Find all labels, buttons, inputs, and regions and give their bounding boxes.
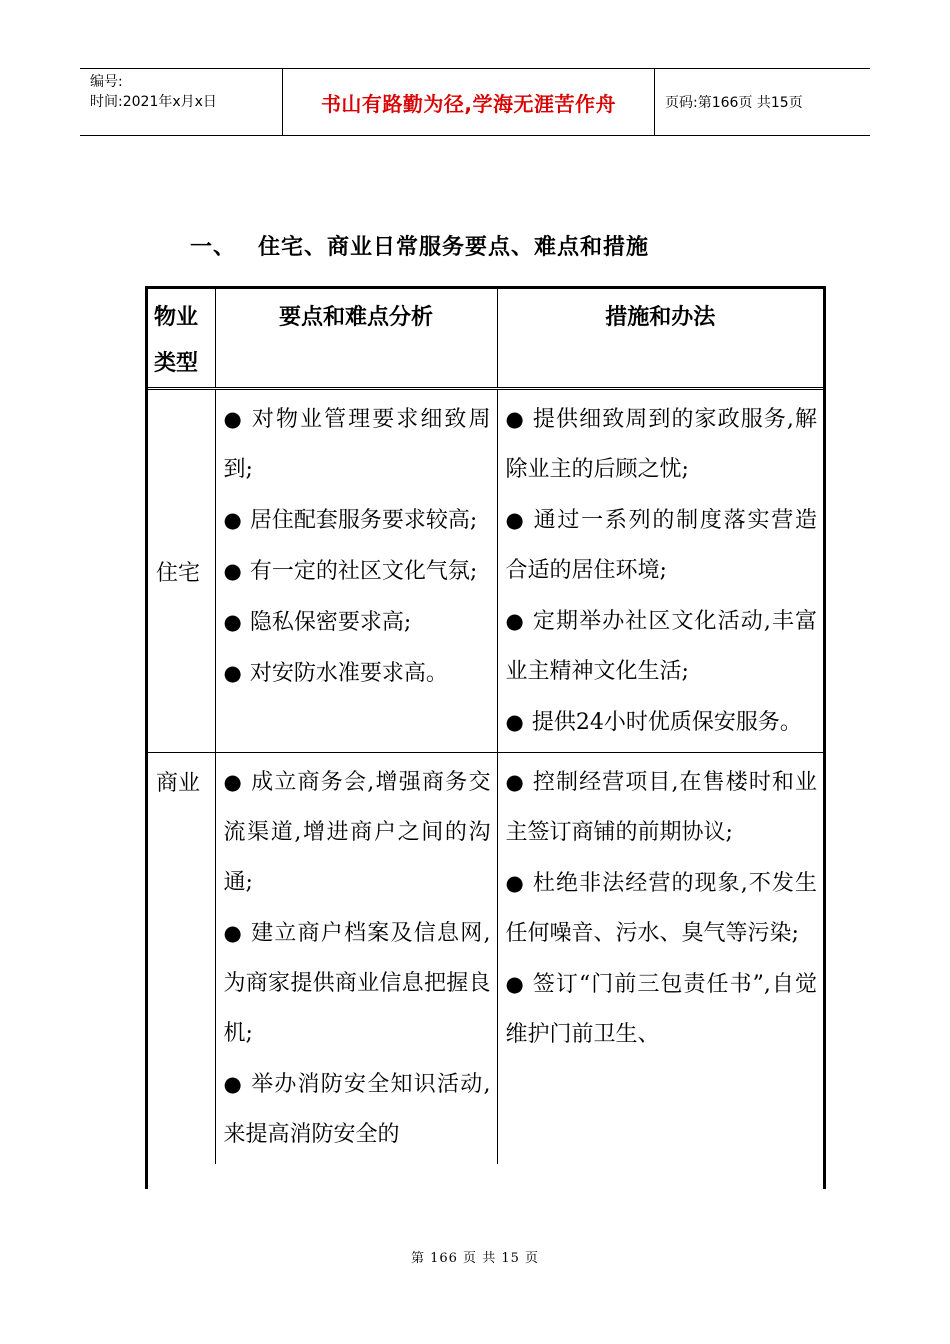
analysis-cell <box>215 389 497 753</box>
measures-cell <box>497 753 823 1165</box>
bullet-icon: ● <box>223 559 242 583</box>
list-item: ● 定期举办社区文化活动,丰富业主精神文化生活; <box>506 596 818 697</box>
bullet-icon: ● <box>505 972 524 996</box>
list-item: ● 控制经营项目,在售楼时和业主签订商铺的前期协议; <box>506 757 818 858</box>
column-header-analysis: 要点和难点分析 <box>215 289 497 389</box>
list-item: ● 建立商户档案及信息网,为商家提供商业信息把握良机; <box>224 908 491 1059</box>
section-number: 一、 <box>190 235 237 260</box>
list-item: ● 成立商务会,增强商务交流渠道,增进商户之间的沟通; <box>224 757 491 908</box>
bullet-icon: ● <box>223 770 242 794</box>
analysis-cell <box>215 753 497 1165</box>
bullet-icon: ● <box>223 610 242 634</box>
bullet-icon: ● <box>223 921 242 945</box>
list-item: ● 提供细致周到的家政服务,解除业主的后顾之忧; <box>506 394 818 495</box>
list-item: ● 居住配套服务要求较高; <box>224 495 491 546</box>
measures-cell <box>497 389 823 753</box>
list-item: ● 杜绝非法经营的现象,不发生任何噪音、污水、臭气等污染; <box>506 858 818 959</box>
bullet-icon: ● <box>223 1072 242 1096</box>
list-item: ● 对安防水准要求高。 <box>224 648 491 699</box>
document-header <box>80 68 870 136</box>
bullet-icon: ● <box>223 661 242 685</box>
header-meta <box>80 69 282 135</box>
bullet-icon: ● <box>505 770 524 794</box>
service-table <box>145 286 826 1189</box>
list-item: ● 提供24小时优质保安服务。 <box>506 697 818 748</box>
table-row <box>148 753 823 1165</box>
page-footer: 第 166 页 共 15 页 <box>410 1251 540 1266</box>
list-item: ● 通过一系列的制度落实营造合适的居住环境; <box>506 495 818 596</box>
header-page-info: 页码:第166页 共15页 <box>665 95 803 111</box>
section-title <box>190 230 649 261</box>
table-header-row <box>148 289 823 389</box>
section-title-text: 住宅、商业日常服务要点、难点和措施 <box>258 235 650 260</box>
property-type-cell: 住宅 <box>148 389 215 753</box>
list-item: ● 对物业管理要求细致周到; <box>224 394 491 495</box>
list-item: ● 隐私保密要求高; <box>224 597 491 648</box>
list-item: ● 签订“门前三包责任书”,自觉维护门前卫生、 <box>506 959 818 1060</box>
bullet-icon: ● <box>505 609 524 633</box>
column-header-property-type: 物业类型 <box>148 289 215 389</box>
list-item: ● 举办消防安全知识活动,来提高消防安全的 <box>224 1059 491 1160</box>
property-type-cell: 商业 <box>156 771 201 796</box>
bullet-icon: ● <box>505 871 524 895</box>
bullet-icon: ● <box>505 710 524 734</box>
serial-number-label: 编号: <box>90 74 123 90</box>
time-label: 时间:2021年x月x日 <box>90 94 217 110</box>
bullet-icon: ● <box>223 407 242 431</box>
bullet-icon: ● <box>505 407 524 431</box>
bullet-icon: ● <box>505 508 524 532</box>
table-row <box>148 389 823 753</box>
list-item: ● 有一定的社区文化气氛; <box>224 546 491 597</box>
bullet-icon: ● <box>223 508 242 532</box>
header-motto: 书山有路勤为径,学海无涯苦作舟 <box>282 69 655 135</box>
column-header-measures: 措施和办法 <box>497 289 823 389</box>
